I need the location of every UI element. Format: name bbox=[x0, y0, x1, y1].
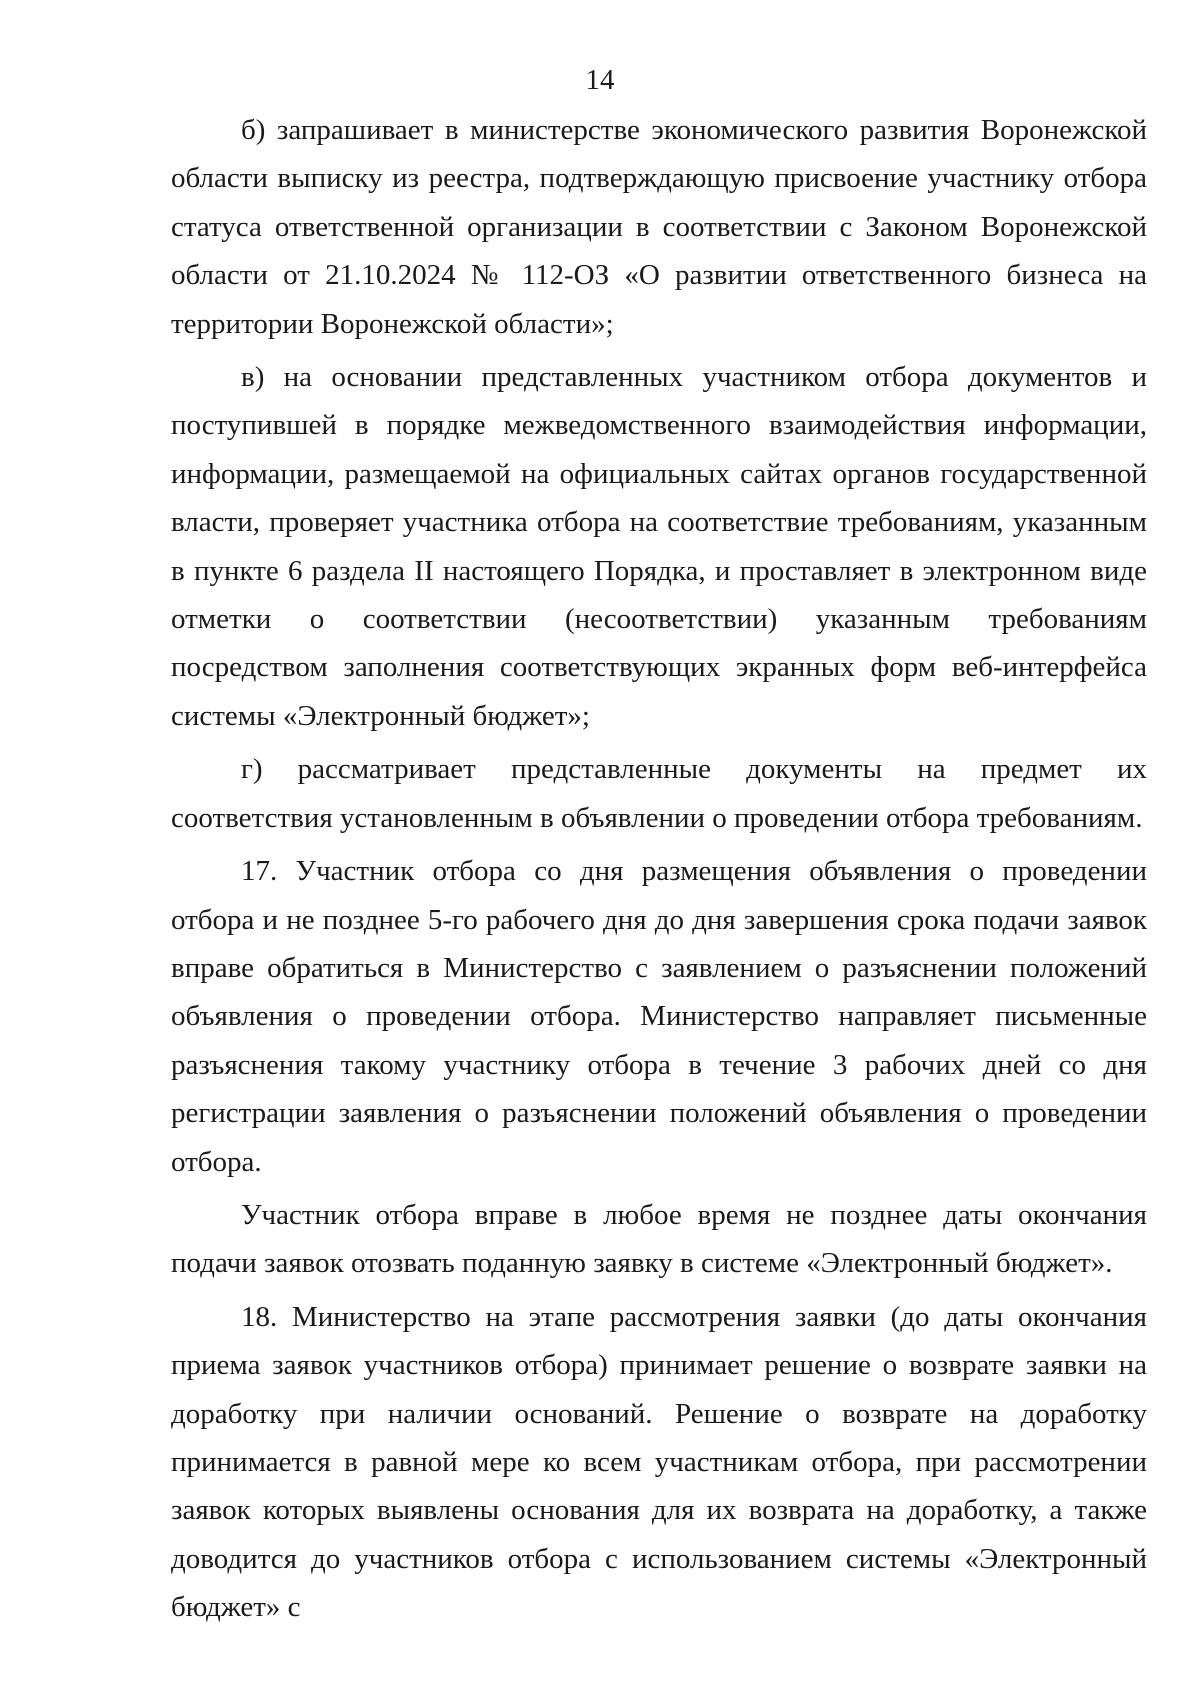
paragraph-g: г) рассматривает представленные документы на предмет их соответствия установленным в объявлении о проведении отбора требованиям. bbox=[171, 753, 1147, 834]
page-number: 14 bbox=[585, 64, 615, 96]
document-body bbox=[171, 106, 1147, 1632]
paragraph-withdraw: Участник отбора вправе в любое время не позднее даты окончания подачи заявок отозвать поданную заявку в системе «Электронный бюджет». bbox=[171, 1198, 1147, 1280]
paragraph-18: 18. Министерство на этапе рассмотрения заявки (до даты окончания приема заявок участников отбора) принимает решение о возврате заявки на доработку при наличии оснований. Решение о возврате на доработку принимается в равной мере ко всем участникам отбора, при рассмотрении заявок которых выявлены основания для их возврата на доработку, а также доводится до участников отбора с использованием системы «Электронный бюджет» с bbox=[171, 1300, 1147, 1624]
paragraph-17: 17. Участник отбора со дня размещения объявления о проведении отбора и не позднее 5-го рабочего дня до дня завершения срока подачи заявок вправе обратиться в Министерство с заявлением о разъяснении положений объявления о проведении отбора. Министерство направляет письменные разъяснения такому участнику отбора в течение 3 рабочих дней со дня регистрации заявления о разъяснении положений объявления о проведении отбора. bbox=[171, 855, 1147, 1178]
paragraph-b: б) запрашивает в министерстве экономического развития Воронежской области выписку из реестра, подтверждающую присвоение участнику отбора статуса ответственной организации в соответствии с Законом Воронежской области от 21.10.2024 № 112-ОЗ «О развитии ответственного бизнеса на территории Воронежской области»; bbox=[171, 114, 1147, 340]
paragraph-v: в) на основании представленных участником отбора документов и поступившей в порядке межведомственного взаимодействия информации, информации, размещаемой на официальных сайтах органов государственной власти, проверяет участника отбора на соответствие требованиям, указанным в пункте 6 раздела II настоящего Порядка, и проставляет в электронном виде отметки о соответствии (несоответствии) указанным требованиям посредством заполнения соответствующих экранных форм веб-интерфейса системы «Электронный бюджет»; bbox=[171, 361, 1147, 732]
